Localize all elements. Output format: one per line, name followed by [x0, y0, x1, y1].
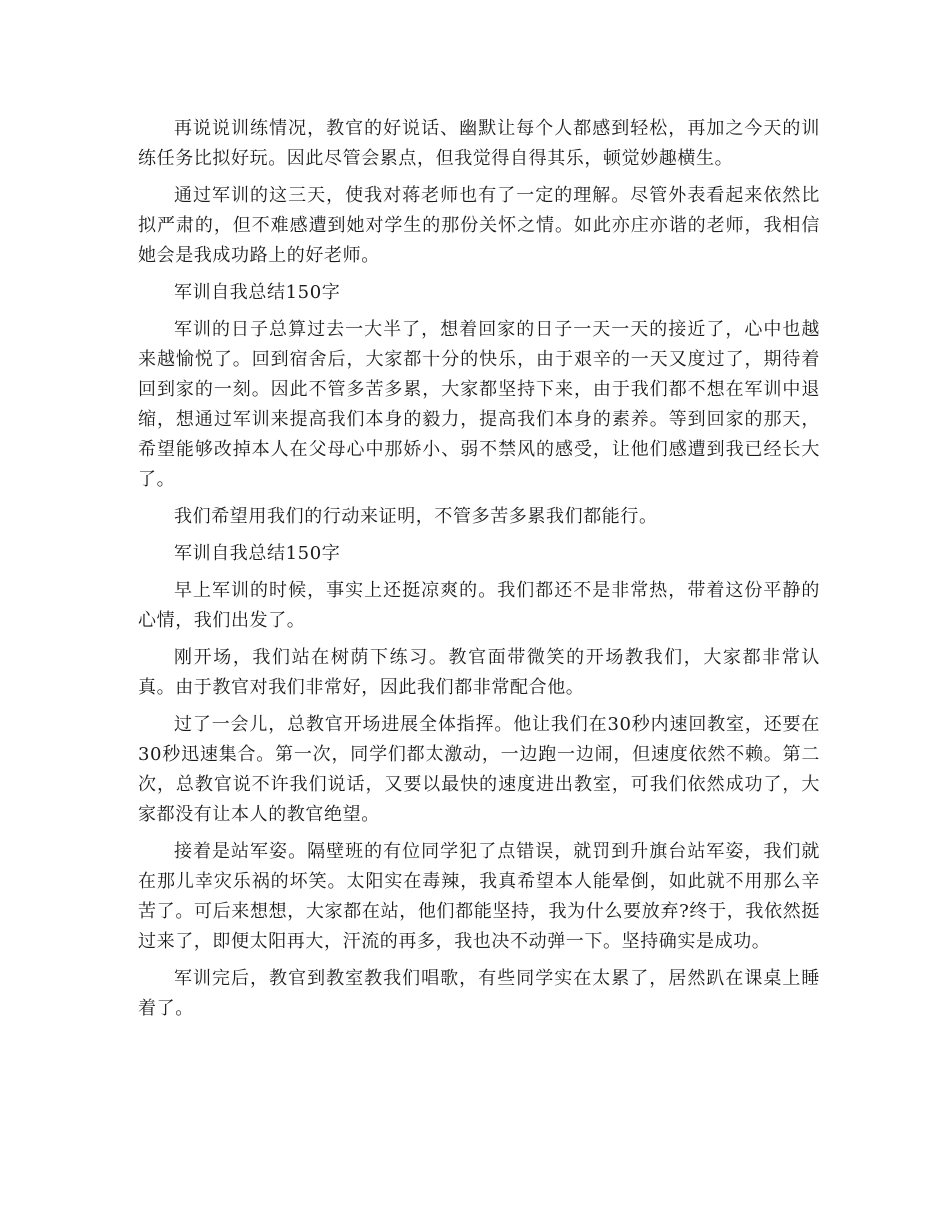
paragraph-going-home: 军训的日子总算过去一大半了，想着回家的日子一天一天的接近了，心中也越来越愉悦了。回到宿舍后，大家都十分的快乐，由于艰辛的一天又度过了，期待着回到家的一刻。因此不管多苦多累，大家都坚持下来，由于我们都不想在军训中退缩，想通过军训来提高我们本身的毅力，提高我们本身的素养。等到回家的那天，希望能够改掉本人在父母心中那娇小、弱不禁风的感受，让他们感遭到我已经长大了。 [138, 319, 820, 490]
paragraph-prove-by-action: 我们希望用我们的行动来证明，不管多苦多累我们都能行。 [174, 506, 658, 527]
section-heading-1: 军训自我总结150字 [174, 282, 341, 303]
paragraph-teacher-jiang: 通过军训的这三天，使我对蒋老师也有了一定的理解。尽管外表看起来依然比拟严肃的，但不难感遭到她对学生的那份关怀之情。如此亦庄亦谐的老师，我相信她会是我成功路上的好老师。 [138, 185, 820, 266]
document-body [138, 114, 820, 1031]
paragraph-chief-instructor: 过了一会儿，总教官开场进展全体指挥。他让我们在30秒内速回教室，还要在30秒迅速集合。第一次，同学们都太激动，一边跑一边闹，但速度依然不赖。第二次，总教官说不许我们说话，又要以最快的速度进出教室，可我们依然成功了，大家都没有让本人的教官绝望。 [138, 714, 820, 825]
paragraph-singing: 军训完后，教官到教室教我们唱歌，有些同学实在太累了，居然趴在课桌上睡着了。 [138, 968, 820, 1019]
paragraph-military-posture: 接着是站军姿。隔壁班的有位同学犯了点错误，就罚到升旗台站军姿，我们就在那儿幸灾乐祸的坏笑。太阳实在毒辣，我真希望本人能晕倒，如此就不用那么辛苦了。可后来想想，大家都在站，他们都能坚持，我为什么要放弃?终于，我依然挺过来了，即便太阳再大，汗流的再多，我也决不动弹一下。坚持确实是成功。 [138, 841, 820, 952]
section-heading-2: 军训自我总结150字 [174, 543, 341, 564]
paragraph-start-practice: 刚开场，我们站在树荫下练习。教官面带微笑的开场教我们，大家都非常认真。由于教官对我们非常好，因此我们都非常配合他。 [138, 647, 820, 698]
paragraph-training-status: 再说说训练情况，教官的好说话、幽默让每个人都感到轻松，再加之今天的训练任务比拟好玩。因此尽管会累点，但我觉得自得其乐，顿觉妙趣横生。 [138, 118, 820, 169]
paragraph-morning: 早上军训的时候，事实上还挺凉爽的。我们都还不是非常热，带着这份平静的心情，我们出发了。 [138, 580, 820, 631]
